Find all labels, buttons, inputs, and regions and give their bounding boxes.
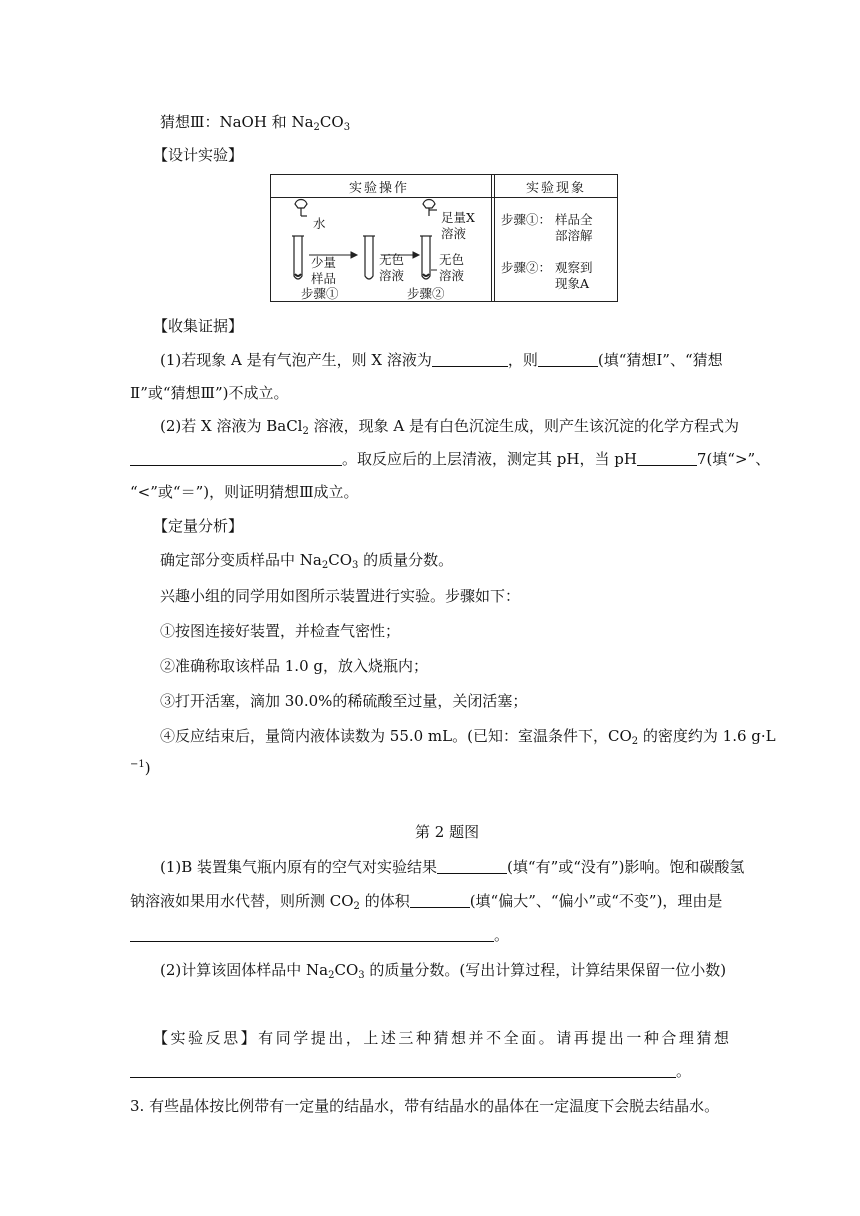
obs-1-b: 部溶解 (555, 228, 593, 243)
table-column-divider (491, 175, 492, 301)
quant-intro (160, 550, 453, 570)
obs-2-a: 观察到 (555, 260, 593, 275)
label-colorless-b1: 无色 (439, 252, 465, 267)
collect-heading: 【收集证据】 (153, 317, 244, 335)
subscript: 2 (328, 970, 335, 981)
table-column-divider (494, 175, 495, 301)
guess-3-tail: CO (319, 113, 344, 131)
label-excess-x1: 足量X (441, 210, 475, 225)
question-2-line-3: “<”或“＝”)，则证明猜想Ⅲ成立。 (130, 483, 359, 501)
superscript: −1 (130, 759, 145, 770)
step-4-a: ④反应结束后，量筒内液体读数为 55.0 mL。(已知：室温条件下，CO (160, 727, 632, 745)
subscript: 2 (631, 736, 639, 747)
q1-text-b: ，则 (507, 351, 538, 369)
reflection-answer-line (130, 1061, 691, 1081)
step-3-text: ③打开活塞，滴加 30.0%的稀硫酸至过量，关闭活塞； (160, 692, 528, 710)
question-3-line: 3. 有些晶体按比例带有一定量的结晶水，带有结晶水的晶体在一定温度下会脱去结晶水。 (130, 1097, 720, 1115)
p1-text-d: 的体积 (359, 892, 410, 910)
test-tube-icon (363, 236, 375, 279)
table-header-operation: 实验操作 (349, 181, 410, 196)
p2-text-a: (2)计算该固体样品中 Na (160, 961, 329, 979)
question-2-line-2 (130, 449, 770, 469)
answer-blank[interactable] (437, 859, 507, 874)
part-1-line-1 (160, 857, 744, 877)
answer-blank[interactable] (538, 352, 598, 367)
label-sample-2: 样品 (311, 271, 337, 286)
answer-blank[interactable] (432, 352, 508, 367)
label-colorless-a2: 溶液 (379, 268, 405, 283)
obs-2-label: 步骤②： (501, 260, 552, 275)
test-tube-icon (420, 236, 432, 279)
label-water: 水 (313, 216, 326, 231)
label-colorless-a1: 无色 (379, 252, 405, 267)
guess-3-line (160, 112, 350, 132)
subscript: 2 (353, 901, 360, 912)
step-1-text: ①按图连接好装置，并检查气密性； (160, 622, 401, 640)
q2-text-a: (2)若 X 溶液为 BaCl (160, 417, 303, 435)
answer-blank[interactable] (410, 893, 470, 908)
answer-blank[interactable] (637, 451, 697, 466)
label-step-2: 步骤② (407, 286, 445, 301)
label-step-1: 步骤① (301, 286, 339, 301)
guess-3-text: 猜想Ⅲ：NaOH 和 Na (160, 113, 314, 131)
obs-1-label: 步骤①： (501, 212, 552, 227)
table-header-phenomenon: 实验现象 (526, 181, 587, 196)
part-2-line (160, 960, 726, 980)
part-1-line-2 (130, 891, 722, 911)
subscript: 2 (321, 560, 329, 571)
subscript: 3 (343, 122, 351, 133)
subscript: 2 (313, 122, 320, 133)
dropper-icon (423, 200, 437, 217)
p2-text-b: CO (334, 961, 359, 979)
q2-text-d: 7(填“>”、 (696, 450, 771, 468)
steps-intro: 兴趣小组的同学用如图所示装置进行实验。步骤如下： (160, 587, 521, 605)
experiment-table (270, 174, 618, 302)
question-2-line-1 (160, 416, 739, 436)
answer-blank[interactable] (130, 451, 342, 466)
q2-text-b: 溶液，现象 A 是有白色沉淀生成，则产生该沉淀的化学方程式为 (308, 417, 739, 435)
subscript: 3 (352, 560, 359, 571)
step-4-continuation (130, 758, 151, 778)
reflection-end: 。 (676, 1062, 692, 1080)
test-tube-icon (292, 236, 304, 279)
answer-blank[interactable] (130, 1063, 676, 1078)
p1-text-c: 钠溶液如果用水代替，则所测 CO (130, 892, 354, 910)
label-colorless-b2: 溶液 (439, 268, 465, 283)
step-2-text: ②准确称取该样品 1.0 g，放入烧瓶内； (160, 657, 428, 675)
p2-text-c: 的质量分数。(写出计算过程，计算结果保留一位小数) (364, 961, 727, 979)
q2-text-c: 。取反应后的上层清液，测定其 pH，当 pH (342, 450, 637, 468)
question-1-line-1 (160, 350, 723, 370)
label-excess-x2: 溶液 (441, 226, 467, 241)
design-heading: 【设计实验】 (153, 146, 244, 164)
q1-text-a: (1)若现象 A 是有气泡产生，则 X 溶液为 (160, 351, 432, 369)
figure-caption: 第 2 题图 (415, 823, 480, 841)
quant-heading: 【定量分析】 (153, 517, 244, 535)
step-4-c: ) (144, 759, 151, 777)
part-1-line-3 (130, 925, 509, 945)
p1-text-f: 。 (494, 926, 510, 944)
obs-1-a: 样品全 (555, 212, 593, 227)
step-4-text (160, 726, 776, 746)
quant-intro-b: CO (328, 551, 352, 569)
dropper-icon (295, 200, 307, 217)
quant-intro-a: 确定部分变质样品中 Na (160, 551, 322, 569)
p1-text-e: (填“偏大”、“偏小”或“不变”)，理由是 (469, 892, 723, 910)
q1-text-c: (填“猜想Ⅰ”、“猜想 (597, 351, 723, 369)
reflection-line: 【实验反思】有同学提出，上述三种猜想并不全面。请再提出一种合理猜想 (153, 1029, 731, 1047)
p1-text-a: (1)B 装置集气瓶内原有的空气对实验结果 (160, 858, 438, 876)
label-sample-1: 少量 (311, 255, 337, 270)
subscript: 2 (302, 426, 309, 437)
quant-intro-c: 的质量分数。 (358, 551, 454, 569)
step-4-b: 的密度约为 1.6 g·L (638, 727, 776, 745)
question-1-line-2: Ⅱ”或“猜想Ⅲ”)不成立。 (130, 384, 289, 402)
p1-text-b: (填“有”或“没有”)影响。饱和碳酸氢 (507, 858, 745, 876)
answer-blank[interactable] (130, 927, 494, 942)
obs-2-b: 现象A (555, 276, 590, 291)
subscript: 3 (358, 970, 365, 981)
